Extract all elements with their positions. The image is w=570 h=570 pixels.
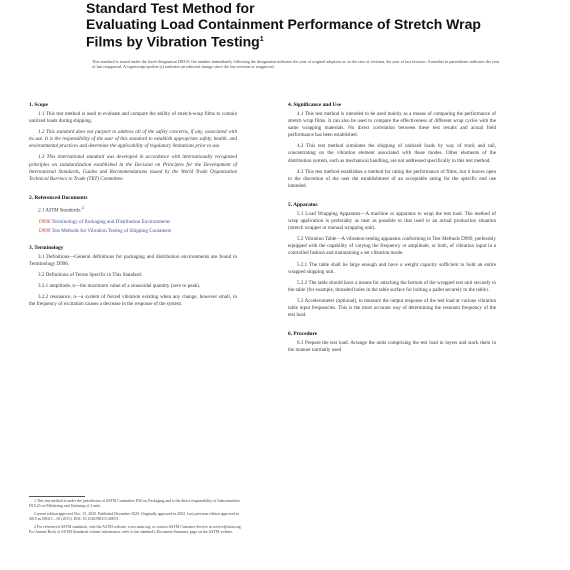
section-heading-significance: 4. Significance and Use [288, 102, 342, 108]
reference-d999[interactable] [39, 228, 237, 235]
title-line-3: Films by Vibration Testing [86, 33, 260, 50]
astm-footnote-mark: 2 [81, 204, 84, 210]
section-heading-apparatus: 5. Apparatus [288, 201, 318, 208]
paragraph-5-2-1: 5.2.1 The table shall be large enough and have a weight capacity sufficient to hold an entire wrapped shipping unit. [288, 261, 496, 275]
left-column [29, 101, 237, 312]
paragraph-4-3: 4.3 This test method establishes a method for rating the performance of films, but it leaves open to the discretion of the user the establishment of an acceptable rating for the specific end use intended. [288, 168, 496, 189]
paragraph-2-1 [29, 204, 237, 215]
paragraph-1-1: 1.1 This test method is used to evaluate and compare the ability of stretch-wrap films to contain unitized loads during shipping. [29, 111, 237, 125]
astm-standards-label: 2.1 ASTM Standards: [38, 207, 82, 214]
footnote-rule [29, 496, 85, 497]
footnote-1-edition: Current edition approved Dec. 15, 2020. Published December 2020. Originally approved in 2002. Last previous edition approved in 2015 as D8315 – 05 (2015). DOI: 10.1520/D8315-20E01. [29, 512, 240, 521]
title-footnote-mark: 1 [259, 36, 264, 43]
reference-code: D999 [39, 227, 51, 234]
section-heading-terminology: 3. Terminology [29, 244, 64, 251]
reference-d996[interactable] [39, 219, 237, 226]
reference-title: Test Methods for Vibration Testing of Shipping Containers [51, 227, 172, 234]
footnotes [29, 499, 247, 538]
issuance-note: This standard is issued under the fixed designation D8315; the number immediately following the designation indicates the year of original adoption or, in the case of revision, the year of last revision. A number in parentheses indicates the year of last reapproval. A superscript epsilon (ε) indicates an editorial change since the last revision or reapproval. [92, 59, 500, 69]
document-title [86, 0, 486, 50]
section-heading-referenced-documents: 2. Referenced Documents [29, 194, 88, 201]
title-line-1: Standard Test Method for [86, 0, 255, 16]
reference-title: Terminology of Packaging and Distribution Environments [51, 218, 171, 225]
paragraph-5-2-2: 5.2.2 The table should have a means for attaching the bottom of the wrapped test unit securely to the table (for example, threaded holes in the table surface for bolting a pallet securely to the table). [288, 279, 496, 293]
section-heading-scope: 1. Scope [29, 102, 48, 108]
paragraph-3-2: 3.2 Definitions of Terms Specific to This Standard: [38, 272, 143, 278]
paragraph-1-3: 1.3 This international standard was developed in accordance with internationally recognized principles on standardization established in the Decision on Principles for the Development of International Standards, Guides and Recommendations issued by the World Trade Organization Technical Barriers to Trade (TBT) Committee. [29, 154, 237, 182]
paragraph-5-3: 5.3 Accelerometer (optional), to measure the output response of the test load at various vibration table input frequencies. This is the most accurate way of determining the resonant frequency of the test load. [288, 297, 496, 319]
paragraph-5-1: 5.1 Load Wrapping Apparatus—A machine or apparatus to wrap the test load. The method of wrap application is preferably as near as possible to that used in an actual production situation (stretch wrapper or manual wrapping unit). [288, 210, 496, 232]
paragraph-1-2: 1.2 This standard does not purport to address all of the safety concerns, if any, associated with its use. It is the responsibility of the user of this standard to establish appropriate safety, health, and environmental practices and determine the applicability of regulatory limitations prior to use. [29, 129, 237, 150]
title-line-2: Evaluating Load Containment Performance of Stretch Wrap [86, 16, 481, 32]
title-block [86, 0, 486, 50]
paragraph-4-1: 4.1 This test method is intended to be used mainly as a means of comparing the performance of stretch wrap films. It can also be used to compare the effectiveness of different wrap cycles with the same wrapping materials. No direct correlation between these test results and actual field performance has been established. [288, 111, 496, 139]
paragraph-3-1: 3.1 Definitions—General definitions for packaging and distribution environments are found in Terminology D996. [29, 253, 237, 267]
paragraph-4-2: 4.2 This test method simulates the shipping of unitized loads by way of truck and rail, concentrating on the vibration element associated with these modes. Other elements of the distribution system, such as mechanical handling, are not addressed specifically in this test method. [288, 143, 496, 164]
paragraph-3-2-2: 3.2.2 resonance, n—a system of forced vibration existing when any change, however small, in the frequency of excitation causes a decrease in the response of the system. [29, 294, 237, 308]
section-heading-procedure: 6. Procedure [288, 331, 318, 338]
right-column [288, 101, 496, 358]
footnote-2: 2 For referenced ASTM standards, visit the ASTM website, www.astm.org, or contact ASTM Customer Service at service@astm.org. For Annual Book of ASTM Standards volume information, refer to the standard's Document Summary page on the ASTM website. [29, 525, 242, 534]
paragraph-5-2: 5.2 Vibration Table—A vibration-testing apparatus conforming to Test Methods D999, preferably equipped with the capability of varying the frequency or amplitude, or both, of vibration input in a controlled fashion and maintaining a set vibration mode. [288, 236, 496, 257]
footnote-1: 1 This test method is under the jurisdiction of ASTM Committee D10 on Packaging and is the direct responsibility of Subcommittee D10.25 on Palletizing and Unitizing of Loads. [29, 499, 240, 508]
reference-code: D996 [39, 218, 51, 225]
paragraph-6-1: 6.1 Prepare the test load. Arrange the units comprising the test load in layers and stack them in the manner normally used [288, 340, 496, 354]
paragraph-3-2-1: 3.2.1 amplitude, n—the maximum value of a sinusoidal quantity (zero to peak). [38, 283, 201, 290]
